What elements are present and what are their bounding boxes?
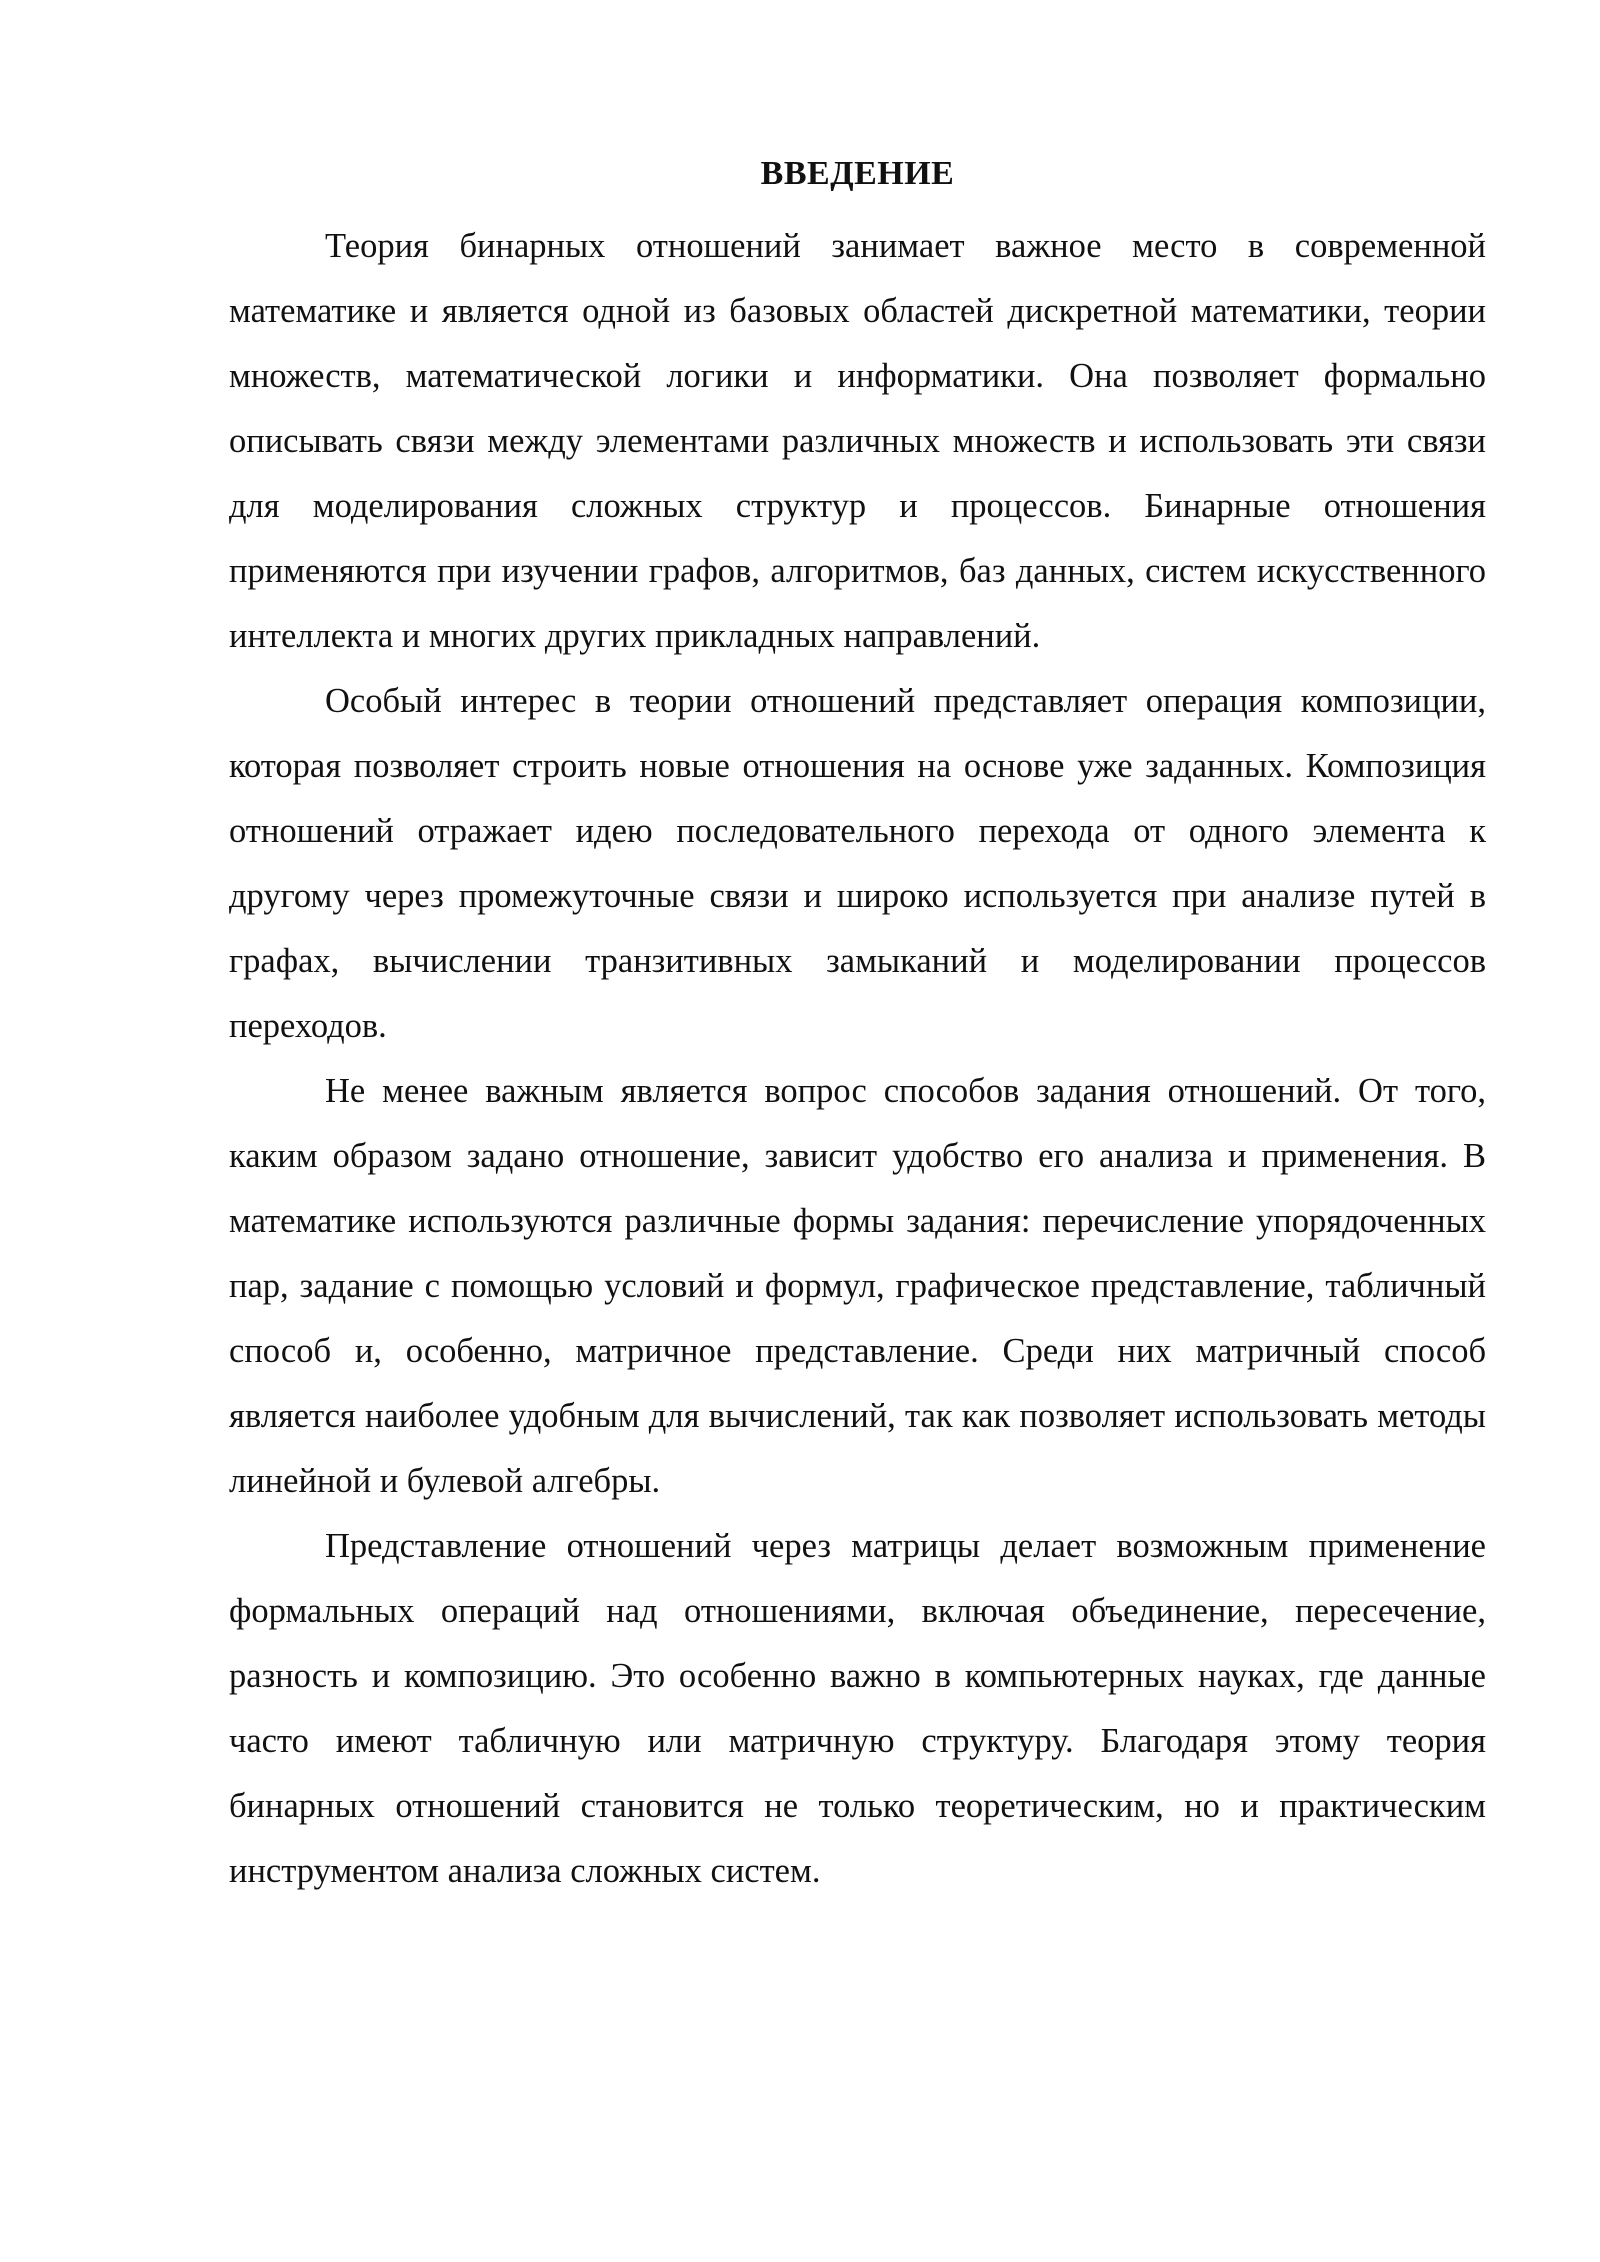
paragraph-2: Особый интерес в теории отношений представляет операция композиции, которая позволяет строить новые отношения на основе уже заданных. Композиция отношений отражает идею последовательного перехода от одного элемента к другому через промежуточные связи и широко используется при анализе путей в графах, вычислении транзитивных замыканий и моделировании процессов переходов. [229,682,1486,1045]
section-heading: ВВЕДЕНИЕ [760,155,955,192]
paragraph-1: Теория бинарных отношений занимает важное место в современной математике и является одной из базовых областей дискретной математики, теории множеств, математической логики и информатики. Она позволяет формально описывать связи между элементами различных множеств и использовать эти связи для моделирования сложных структур и процессов. Бинарные отношения применяются при изучении графов, алгоритмов, баз данных, систем искусственного интеллекта и многих других прикладных направлений. [229,227,1486,655]
paragraph-4: Представление отношений через матрицы делает возможным применение формальных операций над отношениями, включая объединение, пересечение, разность и композицию. Это особенно важно в компьютерных науках, где данные часто имеют табличную или матричную структуру. Благодаря этому теория бинарных отношений становится не только теоретическим, но и практическим инструментом анализа сложных систем. [229,1527,1486,1890]
paragraph-3: Не менее важным является вопрос способов задания отношений. От того, каким образом задано отношение, зависит удобство его анализа и применения. В математике используются различные формы задания: перечисление упорядоченных пар, задание с помощью условий и формул, графическое представление, табличный способ и, особенно, матричное представление. Среди них матричный способ является наиболее удобным для вычислений, так как позволяет использовать методы линейной и булевой алгебры. [229,1072,1486,1500]
